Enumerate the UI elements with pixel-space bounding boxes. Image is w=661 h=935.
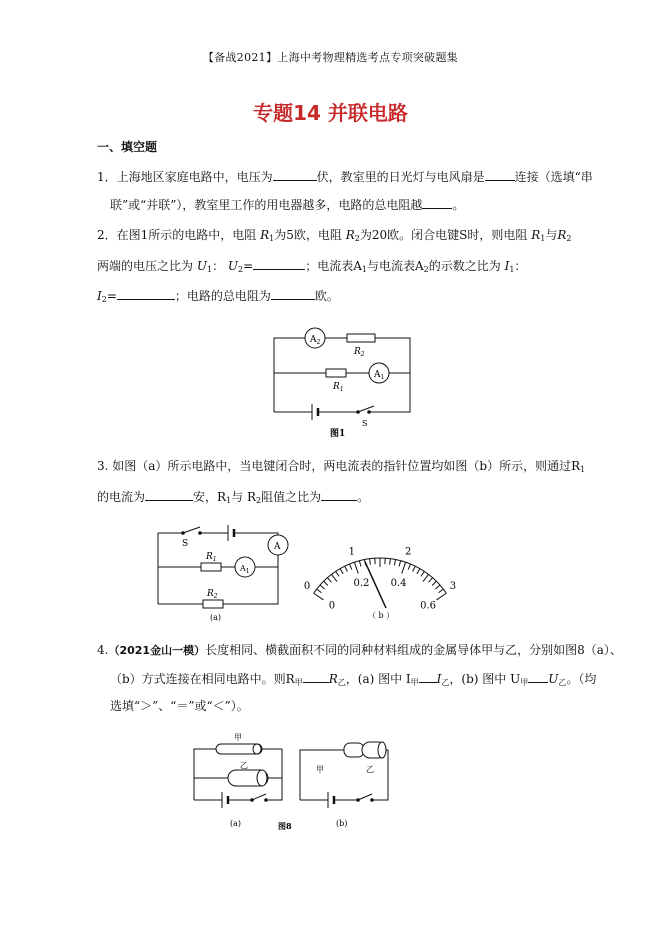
meter-tick [413,566,416,571]
meter-tick [336,571,339,576]
q1-blank-voltage[interactable] [273,168,317,181]
resistor-r2 [347,334,375,342]
q2-line1: 2．在图1所示的电路中，电阻 $R_1$为5欧，电阻 $R_2$为20欧。闭合电键S时，则电阻 $R_1$与$R_2$ [97,228,572,243]
resistor-r2-3 [203,600,223,608]
q4-blank-resistance[interactable] [303,670,329,683]
page-header: 【备战2021】上海中考物理精选考点专项突破题集 [202,51,459,64]
fig8b-caption: (b) [336,819,348,828]
q2-line3: $I_2=$ ；电路的总电阻为 欧。 [97,289,339,304]
section-heading: 一、填空题 [97,140,158,154]
meter-tick [327,578,331,583]
fig8a-label-yi: 乙 [240,761,248,770]
fig3a-label-r1: $R_1$ [206,552,217,563]
resistor-r1 [326,369,346,377]
meter-top-label: 1 [348,546,356,558]
fig3a-label-a1: $A_1$ [240,564,250,575]
page-title: 专题14 并联电路 [253,101,408,125]
q2-blank-voltage-ratio[interactable] [253,257,305,270]
meter-tick [417,569,420,574]
meter-tick [436,593,446,600]
q1-line1: 1．上海地区家庭电路中，电压为 伏，教室里的日光灯与电风扇是 连接（选填“串 [97,170,593,184]
figure-1-circuit [262,318,422,442]
meter-bottom-label: 0.2 [353,578,370,590]
fig8b-label-yi: 乙 [366,765,374,774]
meter-top-label: 3 [449,580,457,592]
q4-line1: 4.（2021金山一模）长度相同、横截面积不同的同种材料组成的金属导体甲与乙，分别如图8（a）、 [97,643,622,657]
fig3b-caption: （ b ） [368,611,395,620]
fig3a-label-a: A [274,542,281,552]
meter-tick [408,564,410,570]
meter-tick [340,569,343,574]
meter-tick [394,560,395,566]
fig3a-label-r2: $R_2$ [207,589,218,600]
figure-3a-circuit [148,518,298,624]
q3-line2: 的电流为 安，$R_1$与 $R_2$阻值之比为 。 [97,490,370,505]
fig8a-caption: (a) [230,819,242,828]
q4-line2: （b）方式连接在相同电路中。则$R_甲$ $R_乙$，(a) 图中 $I_甲$ $I_乙$，(b) 图中 $U_甲$ $U_乙$。（均 [110,672,597,687]
fig1-label-r2: $R_2$ [354,347,365,358]
q1-blank-resistance[interactable] [422,196,452,209]
q4-blank-voltage[interactable] [528,670,548,683]
fig1-label-r1: $R_1$ [333,382,344,393]
fig1-label-s: S [362,419,368,428]
meter-bottom-label: 0 [328,600,336,612]
meter-tick [350,564,352,570]
meter-tick [314,593,324,600]
meter-scale [304,547,456,612]
meter-tick [320,585,324,589]
q3-blank-ratio[interactable] [321,488,357,501]
q4-line3: 选填“＞”、“＝”或“＜”）。 [110,699,249,713]
fig8a-label-jia: 甲 [234,733,242,742]
q1-line2: 联”或“并联”），教室里工作的用电器越多，电路的总电阻越 。 [110,198,465,212]
meter-tick [345,566,348,571]
q3-blank-current[interactable] [145,488,193,501]
fig8b-label-jia: 甲 [316,765,324,774]
meter-tick [370,559,371,565]
figure-3b-meter [300,518,460,624]
meter-tick [432,581,436,585]
meter-tick [317,589,322,593]
meter-tick [439,589,444,593]
meter-bottom-label: 0.6 [420,600,437,612]
figure-8a-circuit [186,730,286,836]
figure-8b-circuit [292,730,392,836]
meter-tick [399,561,401,567]
q3-line1: 3. 如图（a）所示电路中，当电键闭合时，两电流表的指针位置均如图（b）所示，则通过$R_1$ [97,459,586,474]
q4-blank-current[interactable] [419,670,437,683]
q2-line2: 两端的电压之比为 $U_1$： $U_2=$ ；电流表$A_1$与电流表$A_2$的示数之比为 $I_1$： [97,259,527,274]
q2-blank-current-ratio[interactable] [117,287,175,300]
meter-top-label: 2 [404,546,412,558]
fig1-caption: 图1 [330,429,346,439]
meter-tick [423,574,428,581]
q1-blank-connection[interactable] [485,168,515,181]
fig1-label-a1: $A_1$ [374,370,385,381]
conductor-jia-b [344,743,364,757]
meter-tick [359,561,361,567]
meter-tick [429,578,433,583]
meter-tick [324,581,328,585]
meter-bottom-label: 0.4 [390,578,407,590]
fig1-label-a2: $A_2$ [310,335,321,346]
meter-tick [354,562,358,573]
fig8-caption: 图8 [278,821,292,831]
meter-tick [390,559,391,565]
fig3a-label-s: S [182,539,189,549]
resistor-r1-3 [201,563,221,571]
meter-tick [402,562,406,573]
meter-tick [435,585,439,589]
meter-tick [331,574,336,581]
fig3a-caption: (a) [210,613,222,622]
q2-blank-total-resistance[interactable] [271,287,315,300]
meter-top-label: 0 [303,580,311,592]
meter-tick [421,571,424,576]
